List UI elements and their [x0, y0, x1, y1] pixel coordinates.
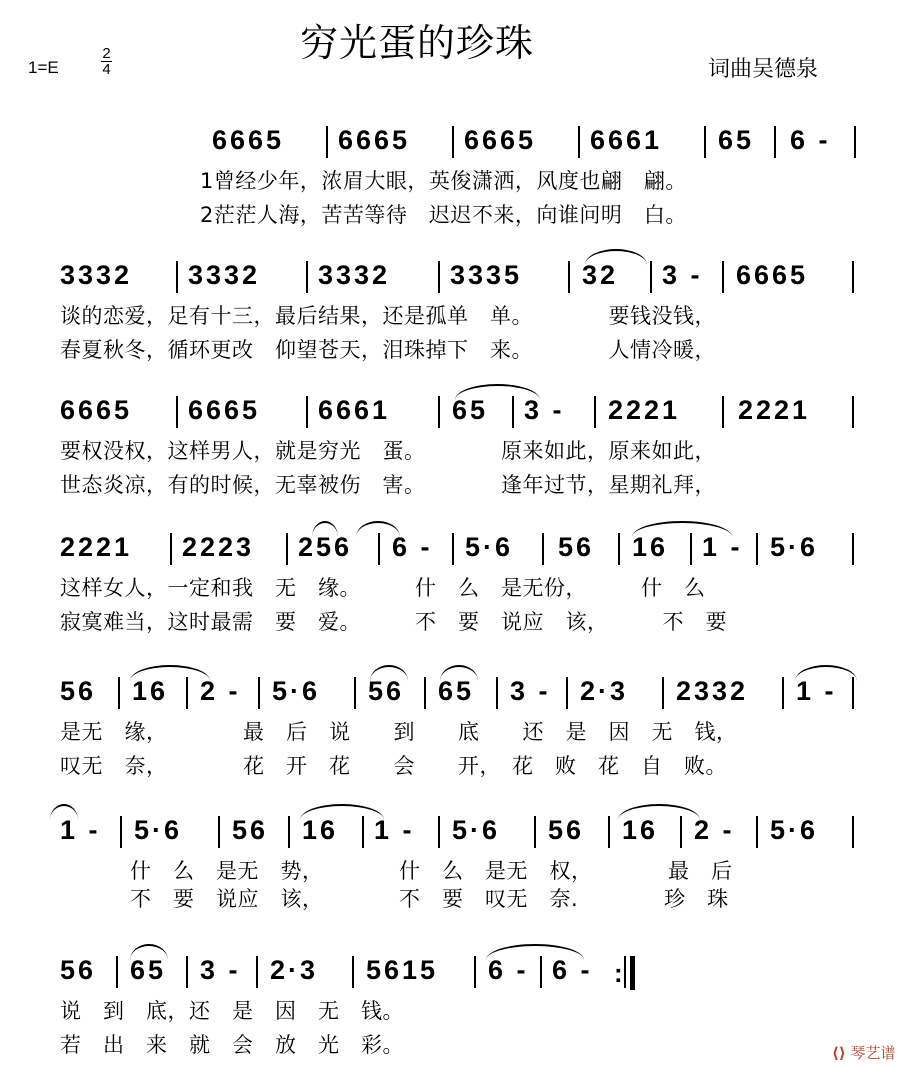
measure: 3335: [450, 260, 523, 290]
measure: 56: [548, 815, 585, 845]
measure: 2221: [608, 395, 681, 425]
measure: 56: [60, 955, 97, 985]
measure: 2223: [182, 532, 255, 562]
measure: 1 -: [702, 532, 743, 562]
site-logo: [832, 1042, 896, 1063]
key-signature: 1=E: [28, 58, 59, 77]
measure: 16: [632, 532, 669, 562]
lyric-verse-2: 春夏秋冬，循环更改 仰望苍天，泪珠掉下 来。 人情冷暖，: [60, 338, 716, 362]
measure: 2221: [60, 532, 133, 562]
measure: 6 -: [488, 955, 529, 985]
measure: 5·6: [134, 815, 183, 845]
measure: 6665: [464, 125, 537, 155]
lyric-verse-1: 什 么 是无 势， 什 么 是无 权， 最 后: [130, 859, 733, 883]
time-signature-bottom: 4: [102, 61, 111, 78]
measure: 5·6: [465, 532, 514, 562]
notes-line: [0, 527, 908, 567]
measure: 2221: [738, 395, 811, 425]
logo-text: 琴艺谱: [850, 1044, 896, 1062]
final-barline: [630, 956, 635, 990]
notes-line: [0, 950, 908, 990]
lyric-verse-2: 不 要 说应 该， 不 要 叹无 奈. 珍 珠: [130, 887, 729, 911]
measure: 1 -: [374, 815, 415, 845]
lyric-verse-1: 说 到 底，还 是 因 无 钱。: [60, 999, 404, 1023]
lyric-verse-2: 若 出 来 就 会 放 光 彩。: [60, 1033, 404, 1057]
measure: 5·6: [452, 815, 501, 845]
measure: 6 -: [552, 955, 593, 985]
measure: 16: [622, 815, 659, 845]
measure: 2 -: [200, 676, 241, 706]
measure: 5615: [366, 955, 439, 985]
lyric-verse-2: 世态炎凉，有的时候，无辜被伤 害。 逢年过节，星期礼拜，: [60, 473, 716, 497]
measure: 3 -: [524, 395, 565, 425]
measure: 2·3: [270, 955, 319, 985]
time-signature: [101, 46, 112, 77]
measure: 16: [132, 676, 169, 706]
measure: 2·3: [580, 676, 629, 706]
lyric-verse-2: 2茫茫人海，苦苦等待 迟迟不来，向谁问明 白。: [200, 203, 687, 227]
measure: 6665: [736, 260, 809, 290]
measure: 5·6: [770, 815, 819, 845]
notes-line: [0, 120, 908, 160]
measure: 2332: [676, 676, 749, 706]
measure: 6661: [590, 125, 663, 155]
measure: 2 -: [694, 815, 735, 845]
repeat-dots: :: [614, 958, 623, 988]
measure: 3332: [188, 260, 261, 290]
measure: 1 -: [796, 676, 837, 706]
measure: 6665: [338, 125, 411, 155]
lyric-verse-1: 1曾经少年，浓眉大眼，英俊潇洒，风度也翩 翩。: [200, 169, 687, 193]
measure: 65: [452, 395, 489, 425]
measure: 56: [60, 676, 97, 706]
measure: 3332: [318, 260, 391, 290]
lyric-verse-1: 这样女人，一定和我 无 缘。 什 么 是无份， 什 么: [60, 576, 706, 600]
measure: 3 -: [510, 676, 551, 706]
measure: 16: [302, 815, 339, 845]
song-title: 穷光蛋的珍珠: [300, 21, 535, 65]
measure: 3 -: [200, 955, 241, 985]
measure: 6 -: [790, 125, 831, 155]
logo-mark-icon: ⟨⟩: [832, 1044, 846, 1062]
measure: 56: [368, 676, 405, 706]
measure: 1 -: [60, 815, 101, 845]
notes-line: [0, 810, 908, 850]
credit: 词曲吴德泉: [708, 57, 819, 82]
lyric-verse-1: 谈的恋爱，足有十三，最后结果，还是孤单 单。 要钱没钱，: [60, 304, 716, 328]
lyric-verse-2: 叹无 奈， 花 开 花 会 开， 花 败 花 自 败。: [60, 754, 727, 778]
time-signature-top: 2: [102, 45, 111, 62]
measure: 6665: [212, 125, 285, 155]
lyric-verse-1: 要权没权，这样男人，就是穷光 蛋。 原来如此，原来如此，: [60, 439, 716, 463]
measure: 65: [718, 125, 755, 155]
notes-line: [0, 255, 908, 295]
measure: 6661: [318, 395, 391, 425]
lyric-verse-2: 寂寞难当，这时最需 要 爱。 不 要 说应 该， 不 要: [60, 610, 727, 634]
measure: 256: [298, 532, 353, 562]
notes-line: [0, 390, 908, 430]
measure: 6665: [60, 395, 133, 425]
measure: 32: [582, 260, 619, 290]
measure: 65: [438, 676, 475, 706]
measure: 56: [558, 532, 595, 562]
measure: 6665: [188, 395, 261, 425]
notes-line: [0, 671, 908, 711]
measure: 6 -: [392, 532, 433, 562]
measure: 5·6: [770, 532, 819, 562]
measure: 3332: [60, 260, 133, 290]
measure: 3 -: [662, 260, 703, 290]
measure: 5·6: [272, 676, 321, 706]
measure: 56: [232, 815, 269, 845]
lyric-verse-1: 是无 缘， 最 后 说 到 底 还 是 因 无 钱，: [60, 720, 738, 744]
measure: 65: [130, 955, 167, 985]
